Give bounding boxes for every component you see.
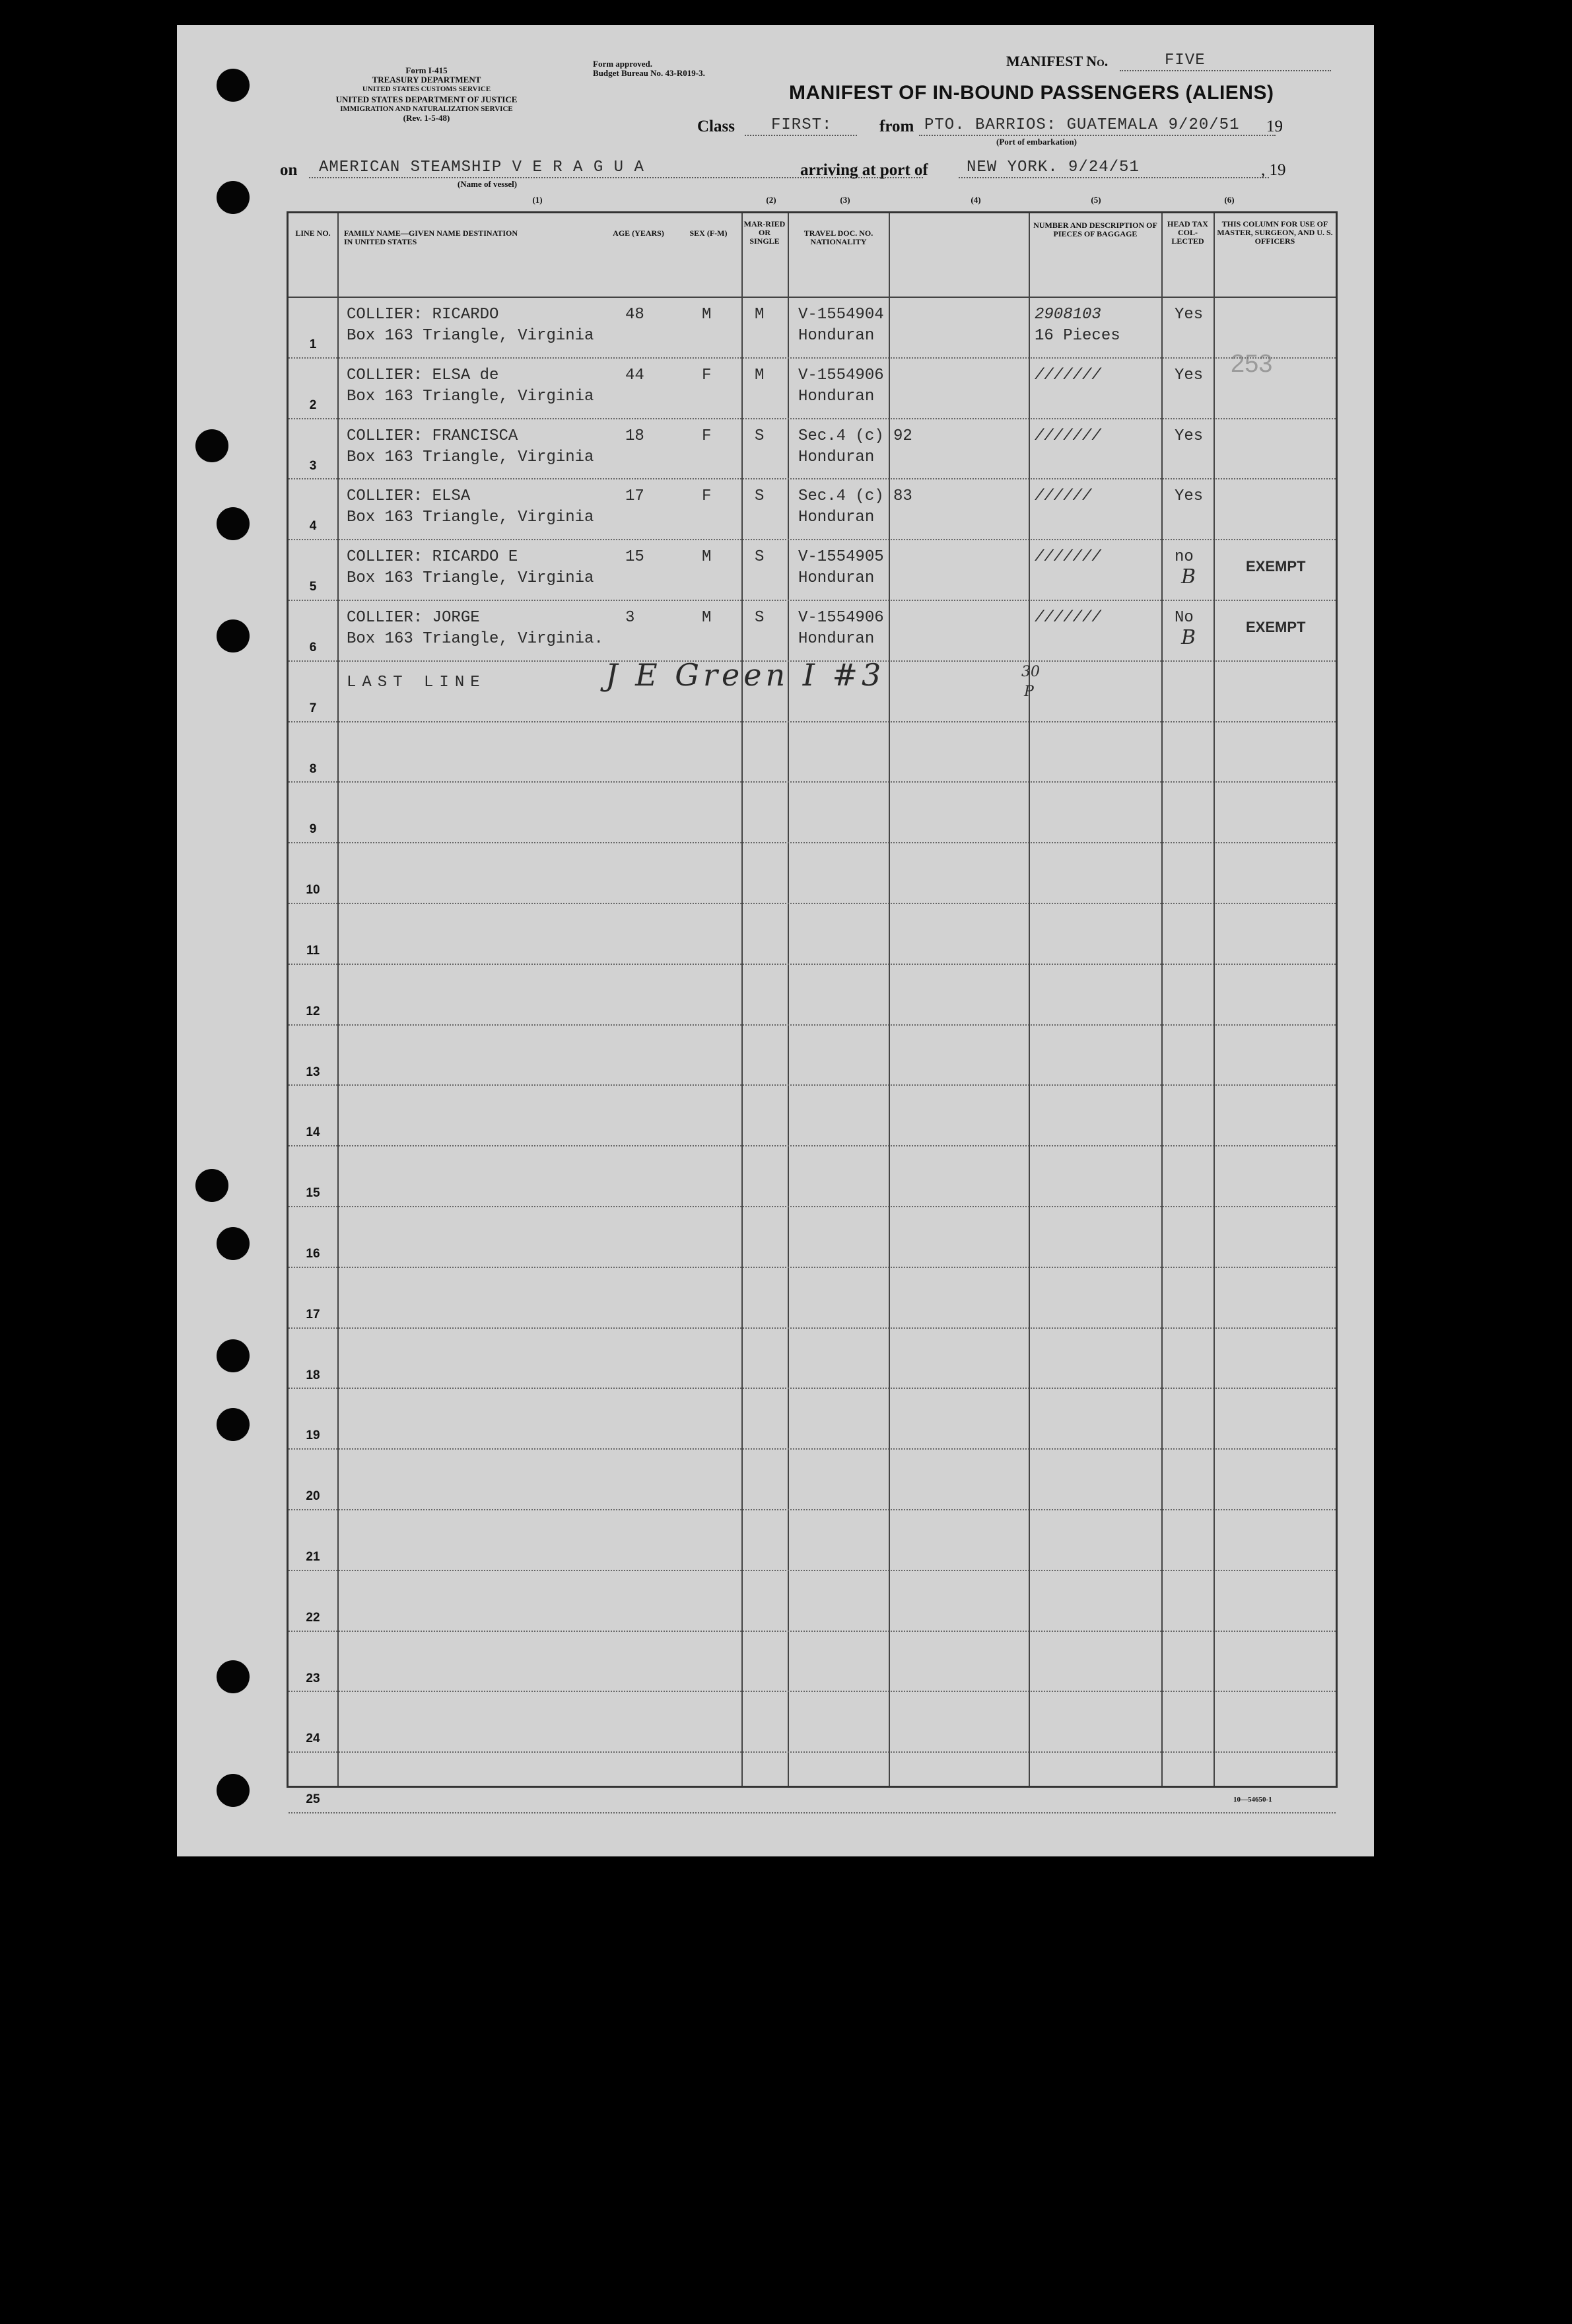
binder-hole	[217, 1660, 250, 1693]
passenger-name: COLLIER: FRANCISCA	[347, 427, 518, 445]
row-rule	[289, 1751, 1336, 1753]
passenger-destination: Box 163 Triangle, Virginia	[347, 509, 594, 527]
line-number: 4	[309, 519, 317, 534]
binder-hole	[217, 1774, 250, 1807]
manifest-no-value: FIVE	[1165, 52, 1206, 69]
row-rule	[289, 842, 1336, 843]
passenger-marital-status: M	[755, 306, 765, 324]
passenger-nationality: Honduran	[798, 448, 875, 466]
passenger-marital-status: M	[755, 366, 765, 384]
line-number: 22	[306, 1610, 320, 1625]
treasury-department: TREASURY DEPARTMENT	[372, 75, 481, 85]
header-officers: THIS COLUMN FOR USE OF MASTER, SURGEON, AND U. S. OFFICERS	[1217, 219, 1333, 246]
line-number: 15	[306, 1186, 320, 1201]
passenger-head-tax-mark: B	[1181, 626, 1196, 649]
row-rule	[289, 539, 1336, 540]
header-baggage: NUMBER AND DESCRIPTION OF PIECES OF BAGGAGE	[1033, 221, 1157, 238]
passenger-baggage: 2908103	[1035, 306, 1101, 324]
passenger-head-tax: Yes	[1175, 427, 1204, 445]
header-line-no: LINE NO.	[295, 229, 331, 238]
passenger-sex: M	[702, 609, 712, 627]
last-line-marker: LAST LINE	[347, 673, 486, 691]
passenger-travel-doc: Sec.4 (c) 83	[798, 487, 912, 506]
line-number: 17	[306, 1307, 320, 1321]
header-head-tax: HEAD TAX COL-LECTED	[1167, 219, 1208, 246]
passenger-destination: Box 163 Triangle, Virginia	[347, 327, 594, 345]
class-line	[745, 135, 857, 136]
line-number: 1	[309, 337, 317, 351]
row-rule	[289, 781, 1336, 783]
line-number: 10	[306, 883, 320, 898]
passenger-nationality: Honduran	[798, 387, 875, 405]
passenger-officer-note: EXEMPT	[1246, 558, 1306, 575]
passenger-sex: F	[702, 427, 712, 445]
line-number: 8	[309, 761, 317, 776]
passenger-destination: Box 163 Triangle, Virginia	[347, 448, 594, 466]
passenger-nationality: Honduran	[798, 569, 875, 588]
col-number-3: (3)	[840, 195, 850, 205]
form-revision: (Rev. 1-5-48)	[403, 113, 450, 123]
passenger-travel-doc: V-1554906	[798, 366, 884, 384]
row-rule	[289, 1691, 1336, 1692]
passenger-destination: Box 163 Triangle, Virginia.	[347, 630, 603, 648]
passenger-destination: Box 163 Triangle, Virginia	[347, 569, 594, 588]
row-rule	[289, 1327, 1336, 1329]
row-rule	[289, 1509, 1336, 1510]
line-number: 5	[309, 580, 317, 594]
port-of-embarkation-value: PTO. BARRIOS: GUATEMALA 9/20/51	[924, 116, 1240, 134]
binder-hole	[217, 1339, 250, 1372]
col-number-4: (4)	[971, 195, 981, 205]
manifest-no-label: MANIFEST No.	[1006, 53, 1109, 69]
row-rule	[289, 1812, 1336, 1813]
passenger-baggage: ///////	[1035, 427, 1101, 445]
passenger-age: 44	[625, 366, 644, 384]
col-divider	[788, 213, 789, 1786]
row-rule	[289, 600, 1336, 601]
header-sex: SEX (F-M)	[689, 229, 728, 238]
line-number: 6	[309, 641, 317, 654]
manifest-page	[177, 25, 1374, 1856]
line-number: 9	[309, 822, 317, 837]
passenger-travel-doc: V-1554906	[798, 609, 884, 627]
row-rule	[289, 903, 1336, 904]
line-number: 23	[306, 1671, 320, 1685]
line-number: 11	[306, 944, 320, 958]
line-number: 2	[309, 398, 317, 412]
passenger-marital-status: S	[755, 548, 765, 567]
header-family-name: FAMILY NAME—GIVEN NAME DESTINATION IN UNITED STATES	[344, 229, 518, 246]
form-number: Form I-415	[405, 65, 448, 75]
passenger-baggage: ///////	[1035, 609, 1101, 627]
binder-hole	[217, 507, 250, 540]
vessel-name-value: AMERICAN STEAMSHIP V E R A G U A	[319, 158, 644, 176]
passenger-head-tax: Yes	[1175, 366, 1204, 384]
row-rule	[289, 1084, 1336, 1086]
passenger-head-tax-mark: B	[1181, 565, 1196, 589]
footer-code: 10—54650-1	[1233, 1796, 1272, 1804]
row-rule	[289, 1267, 1336, 1268]
passenger-sex: M	[702, 548, 712, 567]
passenger-age: 18	[625, 427, 644, 445]
passenger-name: COLLIER: JORGE	[347, 609, 480, 627]
line-number: 3	[309, 458, 317, 473]
passenger-officer-note: EXEMPT	[1246, 619, 1306, 635]
header-travel-doc: TRAVEL DOC. NO. NATIONALITY	[803, 229, 873, 246]
passenger-sex: M	[702, 306, 712, 324]
signature-superscript: 30	[1021, 663, 1040, 680]
passenger-name: COLLIER: ELSA de	[347, 366, 499, 384]
col-number-5: (5)	[1091, 195, 1101, 205]
col-number-2: (2)	[766, 195, 776, 205]
binder-hole	[217, 619, 250, 652]
immigration-service: IMMIGRATION AND NATURALIZATION SERVICE	[340, 105, 513, 113]
passenger-name: COLLIER: RICARDO E	[347, 548, 518, 567]
year-suffix-2: , 19	[1261, 161, 1286, 179]
row-rule	[289, 1388, 1336, 1389]
col-divider	[1029, 213, 1030, 1786]
passenger-head-tax: Yes	[1175, 306, 1204, 324]
row-rule	[289, 418, 1336, 419]
signature-subscript: P	[1024, 683, 1034, 700]
line-number: 25	[306, 1792, 320, 1807]
line-number: 13	[306, 1065, 320, 1079]
arrival-line	[959, 177, 1269, 178]
passenger-baggage: //////	[1035, 487, 1092, 506]
manifest-no-line	[1120, 70, 1331, 71]
passenger-head-tax: No	[1175, 609, 1194, 627]
col-divider	[889, 213, 890, 1786]
form-approved: Form approved.	[593, 59, 653, 69]
row-rule	[289, 1570, 1336, 1571]
binder-hole	[217, 181, 250, 214]
side-number: 253	[1231, 350, 1273, 378]
line-number: 21	[306, 1550, 320, 1564]
vessel-caption: (Name of vessel)	[457, 179, 518, 189]
row-rule	[289, 478, 1336, 479]
passenger-marital-status: S	[755, 487, 765, 506]
officer-signature: J E Green I #3	[605, 656, 885, 693]
passenger-age: 3	[625, 609, 635, 627]
row-rule	[289, 964, 1336, 965]
passenger-nationality: Honduran	[798, 509, 875, 527]
header-bottom-rule	[289, 297, 1336, 298]
arrival-port-value: NEW YORK. 9/24/51	[967, 158, 1140, 176]
line-number: 12	[306, 1004, 320, 1018]
col-divider	[337, 213, 339, 1786]
passenger-sex: F	[702, 366, 712, 384]
passenger-travel-doc: V-1554904	[798, 306, 884, 324]
from-label: from	[879, 118, 914, 135]
passenger-travel-doc: V-1554905	[798, 548, 884, 567]
class-value: FIRST:	[771, 116, 833, 134]
passenger-age: 17	[625, 487, 644, 506]
passenger-name: COLLIER: ELSA	[347, 487, 471, 506]
passenger-destination: Box 163 Triangle, Virginia	[347, 387, 594, 405]
line-number: 14	[306, 1125, 320, 1140]
line-number: 16	[306, 1247, 320, 1261]
row-rule	[289, 1145, 1336, 1146]
header-age: AGE (YEARS)	[613, 229, 664, 238]
binder-hole	[195, 429, 228, 462]
manifest-title: MANIFEST OF IN-BOUND PASSENGERS (ALIENS)	[789, 82, 1274, 104]
line-number: 24	[306, 1732, 320, 1746]
row-rule	[289, 357, 1336, 359]
binder-hole	[195, 1169, 228, 1202]
line-number: 7	[309, 701, 317, 715]
binder-hole	[217, 1408, 250, 1441]
passenger-head-tax: Yes	[1175, 487, 1204, 506]
passenger-nationality: Honduran	[798, 630, 875, 648]
binder-hole	[217, 69, 250, 102]
passenger-nationality: Honduran	[798, 327, 875, 345]
line-number: 20	[306, 1489, 320, 1504]
passenger-head-tax: no	[1175, 548, 1194, 567]
passenger-name: COLLIER: RICARDO	[347, 306, 499, 324]
passenger-baggage: ///////	[1035, 366, 1101, 384]
port-caption: (Port of embarkation)	[996, 137, 1077, 147]
line-number: 18	[306, 1368, 320, 1382]
header-married: MAR-RIED OR SINGLE	[743, 219, 786, 246]
passenger-baggage: ///////	[1035, 548, 1101, 567]
row-rule	[289, 1448, 1336, 1450]
passenger-marital-status: S	[755, 609, 765, 627]
col-divider	[741, 213, 743, 1786]
binder-hole	[217, 1227, 250, 1260]
year-suffix: 19	[1266, 118, 1283, 135]
from-line	[919, 135, 1276, 136]
row-rule	[289, 1206, 1336, 1207]
col-number-1: (1)	[532, 195, 543, 205]
row-rule	[289, 1024, 1336, 1026]
passenger-sex: F	[702, 487, 712, 506]
class-label: Class	[697, 118, 735, 135]
passenger-baggage-detail: 16 Pieces	[1035, 327, 1120, 345]
row-rule	[289, 721, 1336, 722]
passenger-travel-doc: Sec.4 (c) 92	[798, 427, 912, 445]
on-label: on	[280, 161, 298, 179]
col-divider	[1213, 213, 1215, 1786]
customs-service: UNITED STATES CUSTOMS SERVICE	[362, 85, 491, 93]
passenger-age: 48	[625, 306, 644, 324]
row-rule	[289, 1631, 1336, 1632]
arriving-label: arriving at port of	[800, 161, 928, 179]
line-number: 19	[306, 1428, 320, 1443]
department-of-justice: UNITED STATES DEPARTMENT OF JUSTICE	[335, 94, 518, 104]
passenger-age: 15	[625, 548, 644, 567]
col-number-6: (6)	[1224, 195, 1235, 205]
col-divider	[1161, 213, 1163, 1786]
budget-bureau: Budget Bureau No. 43-R019-3.	[593, 68, 705, 78]
passenger-marital-status: S	[755, 427, 765, 445]
